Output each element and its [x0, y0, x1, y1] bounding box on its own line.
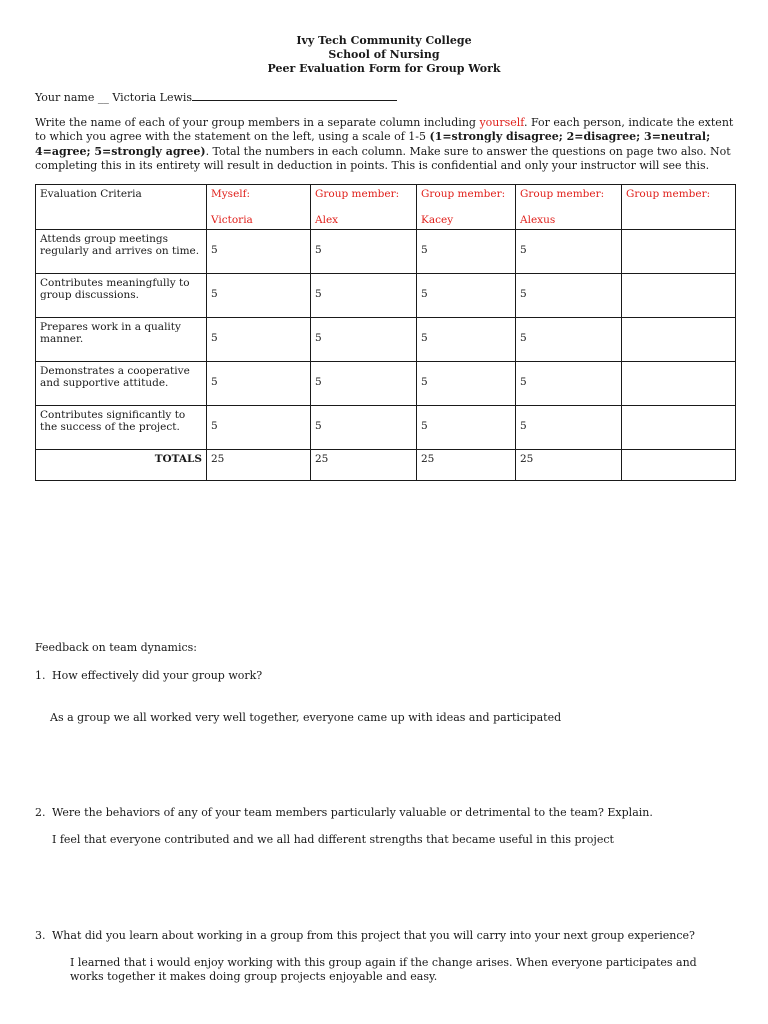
total-cell: 25 [311, 450, 417, 481]
score-cell: 5 [207, 362, 311, 406]
total-cell: 25 [207, 450, 311, 481]
question-text: How effectively did your group work? [52, 669, 263, 682]
score-cell: 5 [311, 362, 417, 406]
score-cell: 5 [311, 406, 417, 450]
criterion-cell: Contributes significantly to the success of the project. [36, 406, 207, 450]
score-cell: 5 [516, 362, 622, 406]
score-cell: 5 [417, 362, 516, 406]
instructions-scale: (1=strongly disagree; 2=disagree; 3=neutral; 4=agree; 5=strongly agree) [35, 130, 711, 158]
score-cell: 5 [311, 274, 417, 318]
question-text: Were the behaviors of any of your team members particularly valuable or detrimental to the team? Explain. [52, 806, 653, 819]
column-header [516, 185, 622, 230]
totals-row [36, 450, 736, 481]
score-cell: 5 [417, 230, 516, 274]
score-cell: 5 [207, 318, 311, 362]
score-cell [622, 230, 736, 274]
form-title: Peer Evaluation Form for Group Work [267, 62, 501, 75]
criterion-cell: Contributes meaningfully to group discussions. [36, 274, 207, 318]
score-cell: 5 [207, 230, 311, 274]
table-header-row [36, 185, 736, 230]
score-cell: 5 [207, 274, 311, 318]
total-cell: 25 [516, 450, 622, 481]
score-cell [622, 318, 736, 362]
answer-3: I learned that i would enjoy working with this group again if the change arises. When everyone participates and works together it makes doing group projects enjoyable and easy. [70, 956, 697, 983]
score-cell: 5 [516, 230, 622, 274]
column-label: Group member: [626, 188, 711, 200]
score-cell: 5 [417, 406, 516, 450]
score-cell: 5 [311, 230, 417, 274]
totals-label: TOTALS [36, 450, 207, 481]
question-1 [35, 669, 262, 683]
your-name-text: Your name __ Victoria Lewis [35, 91, 193, 104]
column-label: Group member: [421, 188, 506, 200]
instructions-text-2: . For each person, indicate the extent to which you agree with the statement on the left, using a scale of 1-5 [35, 116, 734, 144]
criteria-header: Evaluation Criteria [36, 185, 207, 230]
question-number: 2. [35, 806, 46, 819]
table-row [36, 406, 736, 450]
question-number: 1. [35, 669, 46, 682]
column-header [417, 185, 516, 230]
column-header [311, 185, 417, 230]
score-cell: 5 [417, 318, 516, 362]
criterion-cell: Prepares work in a quality manner. [36, 318, 207, 362]
criterion-cell: Demonstrates a cooperative and supportive attitude. [36, 362, 207, 406]
question-2 [35, 806, 653, 820]
member-name: Victoria [211, 214, 253, 226]
evaluation-table [35, 184, 736, 481]
member-name: Kacey [421, 214, 454, 226]
your-name-row [35, 90, 397, 104]
column-header [207, 185, 311, 230]
instructions-text-1: Write the name of each of your group members in a separate column including [35, 116, 480, 129]
question-3 [35, 929, 695, 943]
score-cell: 5 [516, 274, 622, 318]
question-number: 3. [35, 929, 46, 942]
column-label: Group member: [520, 188, 605, 200]
table-row [36, 362, 736, 406]
score-cell [622, 274, 736, 318]
score-cell [622, 362, 736, 406]
member-name: Alex [315, 214, 339, 226]
college-name: Ivy Tech Community College [296, 34, 472, 47]
form-header [0, 34, 768, 76]
school-name: School of Nursing [328, 48, 440, 61]
table-row [36, 274, 736, 318]
score-cell [622, 406, 736, 450]
criterion-cell: Attends group meetings regularly and arrives on time. [36, 230, 207, 274]
instructions-highlight: yourself [479, 116, 524, 129]
instructions-paragraph [35, 116, 735, 173]
table-row [36, 318, 736, 362]
member-name: Alexus [520, 214, 556, 226]
score-cell: 5 [311, 318, 417, 362]
score-cell: 5 [516, 406, 622, 450]
total-cell: 25 [417, 450, 516, 481]
answer-1: As a group we all worked very well together, everyone came up with ideas and participated [50, 711, 562, 724]
score-cell: 5 [207, 406, 311, 450]
question-text: What did you learn about working in a group from this project that you will carry into your next group experience? [52, 929, 695, 942]
column-label: Group member: [315, 188, 400, 200]
instructions-text-3: . Total the numbers in each column. Make sure to answer the questions on page two also. Not completing this in its entirety will result in deduction in points. This is confidential and only your instructor will see this. [35, 144, 731, 172]
score-cell: 5 [417, 274, 516, 318]
column-header [622, 185, 736, 230]
total-cell [622, 450, 736, 481]
feedback-heading: Feedback on team dynamics: [35, 641, 197, 654]
answer-2: I feel that everyone contributed and we all had different strengths that became useful in this project [52, 833, 614, 846]
score-cell: 5 [516, 318, 622, 362]
column-label: Myself: [211, 188, 251, 200]
name-underline [192, 90, 397, 101]
table-row [36, 230, 736, 274]
